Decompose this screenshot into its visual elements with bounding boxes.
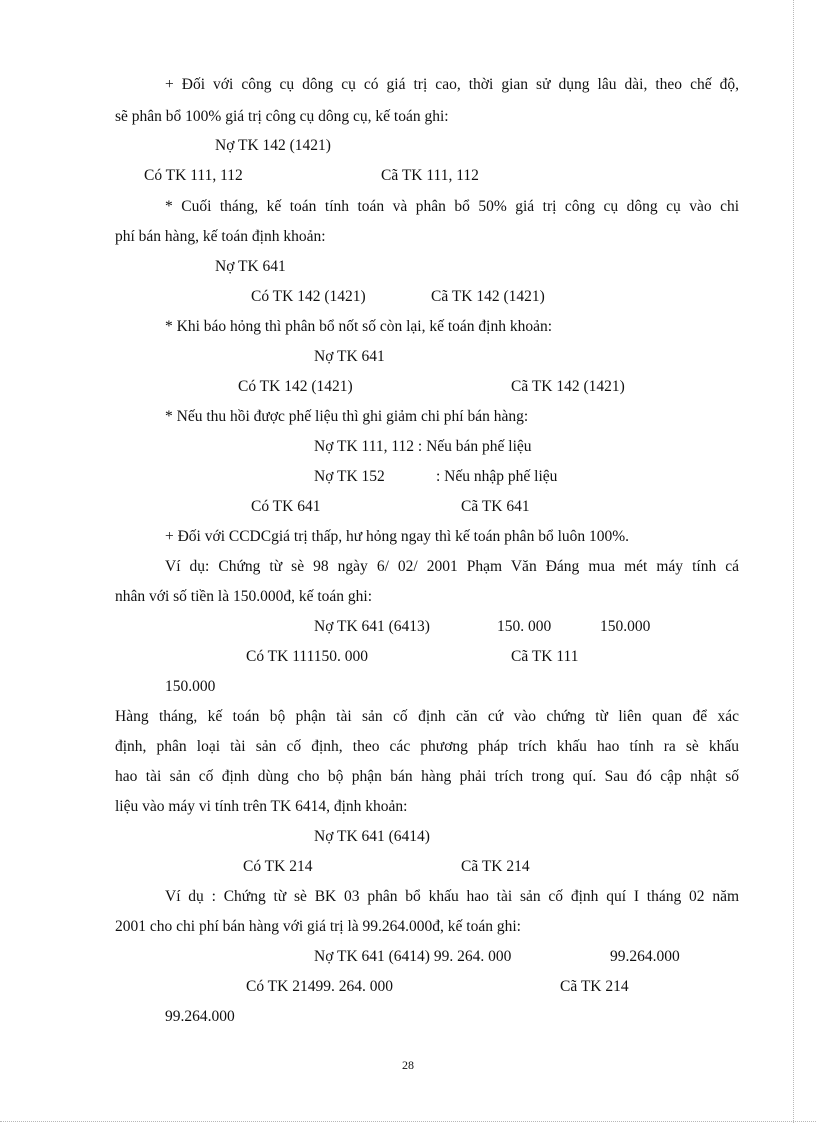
- journal-entry-debit: Nợ TK 641: [314, 348, 385, 365]
- journal-entry-credit: Có TK 21499. 264. 000: [246, 978, 393, 995]
- journal-entry-credit: Có TK 214: [243, 858, 313, 875]
- paragraph-line: * Nếu thu hồi được phế liệu thì ghi giảm chi phí bán hàng:: [165, 408, 529, 425]
- paragraph-line: liệu vào máy vi tính trên TK 6414, định khoản:: [115, 798, 408, 815]
- journal-entry-credit: Có TK 111, 112: [144, 167, 243, 184]
- journal-entry-amount: 99.264.000: [165, 1008, 235, 1025]
- journal-entry-debit: Nợ TK 111, 112 : Nếu bán phế liệu: [314, 438, 532, 455]
- journal-entry-credit: Cã TK 214: [560, 978, 629, 995]
- paragraph-line: * Cuối tháng, kế toán tính toán và phân bổ 50% giá trị công cụ dông cụ vào chi: [165, 198, 739, 215]
- journal-entry-amount: 150. 000: [497, 618, 552, 635]
- paragraph-line: Ví dụ: Chứng từ sè 98 ngày 6/ 02/ 2001 Phạm Văn Đáng mua mét máy tính cá: [165, 558, 739, 575]
- journal-entry-debit: Nợ TK 641 (6414): [314, 828, 430, 845]
- journal-entry-credit: Cã TK 142 (1421): [511, 378, 625, 395]
- paragraph-line: hao tài sản cố định dùng cho bộ phận bán hàng phải trích trong quí. Sau đó cập nhật số: [115, 768, 739, 785]
- journal-entry-amount: 150.000: [165, 678, 216, 695]
- paragraph-line: nhân với số tiền là 150.000đ, kế toán ghi:: [115, 588, 373, 605]
- journal-entry-credit: Cã TK 214: [461, 858, 530, 875]
- paragraph-line: định, phân loại tài sản cố định, theo các phương pháp trích khấu hao tính ra sè khấu: [115, 738, 739, 755]
- journal-entry-debit: Nợ TK 641 (6414) 99. 264. 000: [314, 948, 512, 965]
- paragraph-line: * Khi báo hỏng thì phân bổ nốt số còn lại, kế toán định khoản:: [165, 318, 553, 335]
- journal-entry-debit: Nợ TK 641 (6413): [314, 618, 430, 635]
- journal-entry-credit: Có TK 111150. 000: [246, 648, 368, 665]
- journal-entry-credit: Có TK 142 (1421): [251, 288, 366, 305]
- paragraph-line: Ví dụ : Chứng từ sè BK 03 phân bổ khấu hao tài sản cố định quí I tháng 02 năm: [165, 888, 739, 905]
- journal-entry-debit: Nợ TK 142 (1421): [215, 137, 331, 154]
- paragraph-line: phí bán hàng, kế toán định khoản:: [115, 228, 326, 245]
- journal-entry-credit: Có TK 142 (1421): [238, 378, 353, 395]
- page-border-bottom: [0, 1121, 816, 1122]
- page-number: 28: [402, 1058, 414, 1072]
- journal-entry-amount: 150.000: [600, 618, 651, 635]
- paragraph-line: sẽ phân bổ 100% giá trị công cụ dông cụ, kế toán ghi:: [115, 108, 449, 125]
- paragraph-line: + Đối với CCDCgiá trị thấp, hư hỏng ngay thì kế toán phân bổ luôn 100%.: [165, 528, 630, 545]
- paragraph-line: + Đối với công cụ dông cụ có giá trị cao, thời gian sử dụng lâu dài, theo chế độ,: [165, 76, 739, 93]
- journal-entry-credit: Có TK 641: [251, 498, 321, 515]
- journal-entry-credit: Cã TK 111, 112: [381, 167, 479, 184]
- journal-entry-debit: Nợ TK 641: [215, 258, 286, 275]
- journal-entry-debit: Nợ TK 152: [314, 468, 385, 485]
- paragraph-line: 2001 cho chi phí bán hàng với giá trị là 99.264.000đ, kế toán ghi:: [115, 918, 521, 935]
- page-border-right: [793, 0, 794, 1123]
- journal-entry-amount: 99.264.000: [610, 948, 680, 965]
- journal-entry-credit: Cã TK 641: [461, 498, 530, 515]
- journal-entry-note: : Nếu nhập phế liệu: [436, 468, 558, 485]
- journal-entry-credit: Cã TK 142 (1421): [431, 288, 545, 305]
- journal-entry-credit: Cã TK 111: [511, 648, 579, 665]
- paragraph-line: Hàng tháng, kế toán bộ phận tài sản cố định căn cứ vào chứng từ liên quan để xác: [115, 708, 739, 725]
